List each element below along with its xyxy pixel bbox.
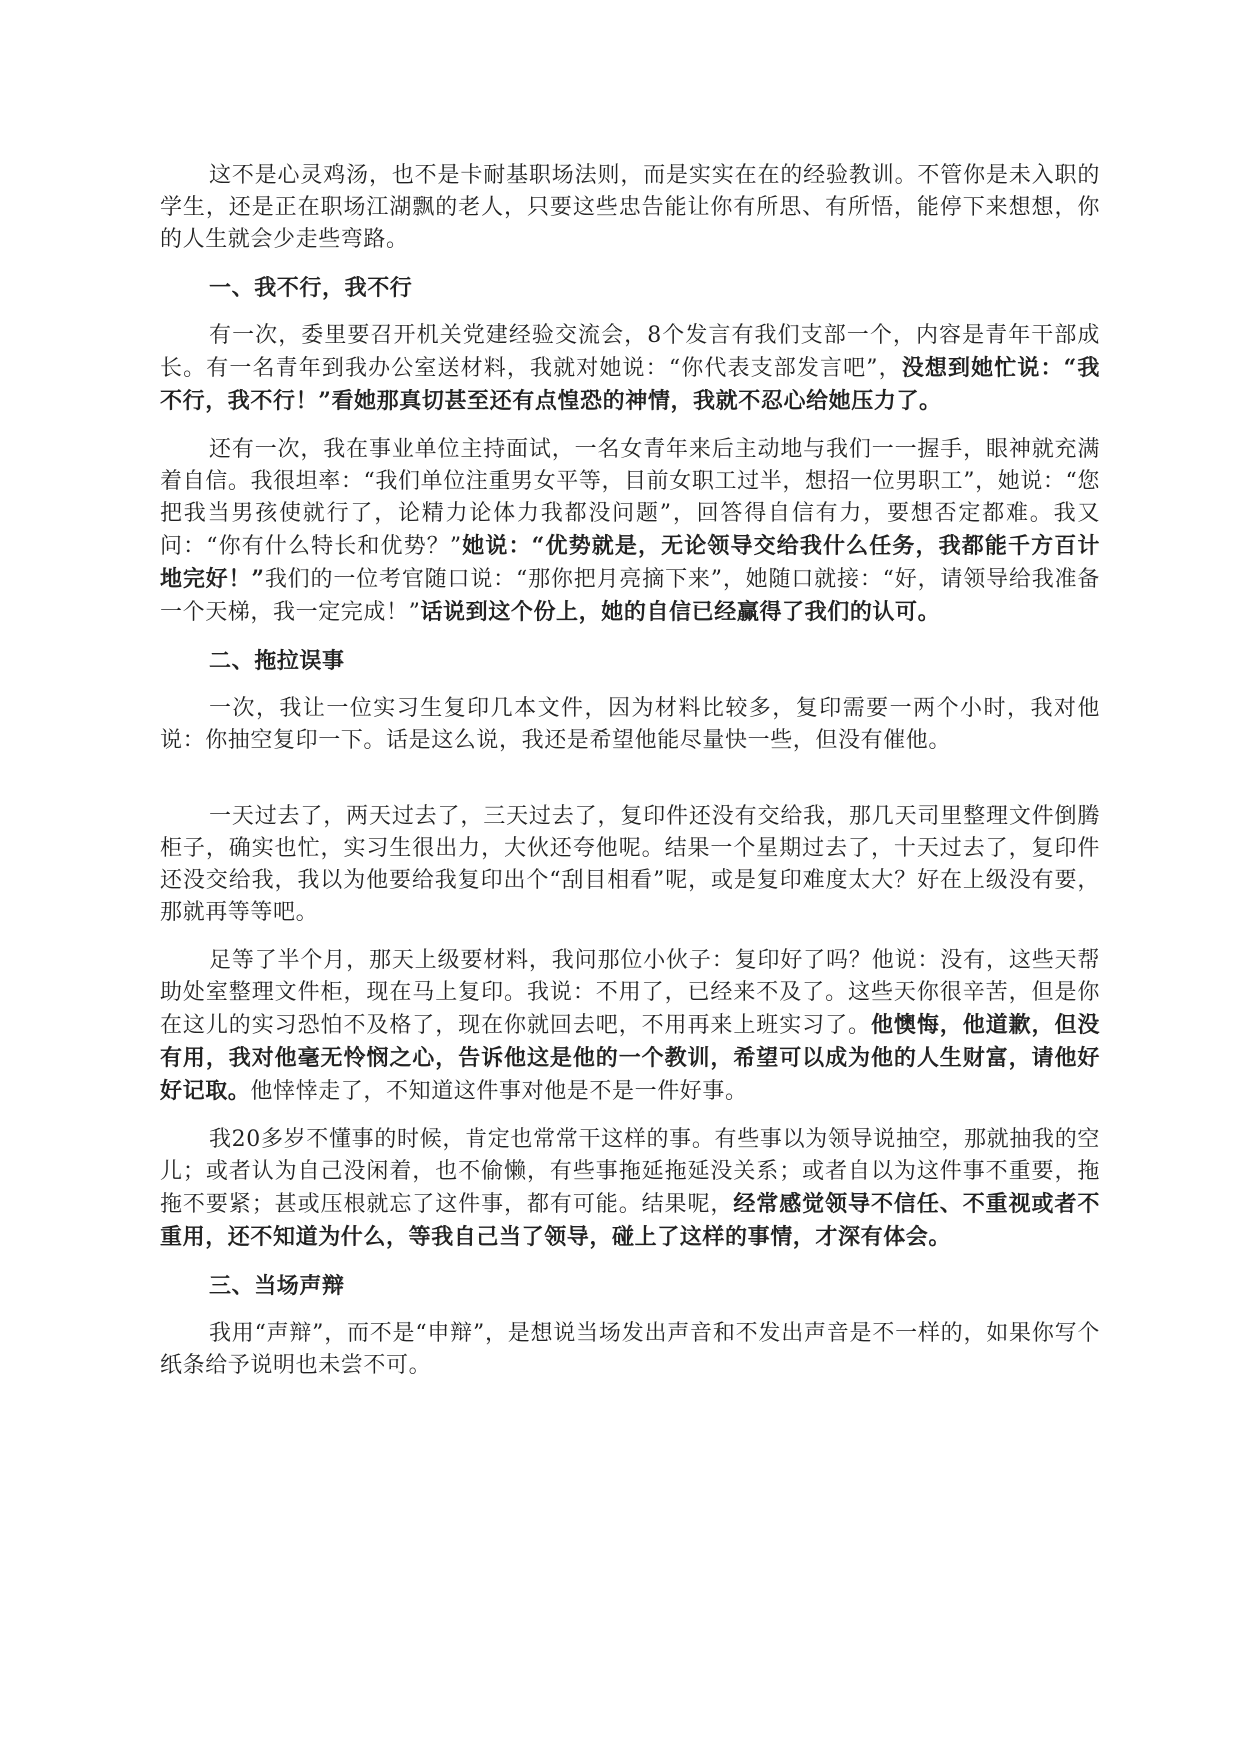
paragraph-party-meeting xyxy=(160,320,1100,418)
paragraph-text: 有一次，委里要召开机关党建经验交流会，8个发言有我们支部一个，内容是青年干部成长。有一名青年到我办公室送材料，我就对她说：“你代表支部发言吧”， xyxy=(160,323,1100,381)
section-heading-1: 一、我不行，我不行 xyxy=(209,275,413,301)
section-heading-2: 二、拖拉误事 xyxy=(209,648,345,674)
paragraph-copy-request: 一次，我让一位实习生复印几本文件，因为材料比较多，复印需要一两个小时，我对他说：你抽空复印一下。话是这么说，我还是希望他能尽量快一些，但没有催他。 xyxy=(160,696,1100,753)
bold-emphasis: 他懊悔，他道歉，但没有用，我对他毫无怜悯之心，告诉他这是他的一个教训，希望可以成为他的人生财富，请他好好记取。 xyxy=(160,1012,1100,1104)
paragraph-defense: 我用“声辩”，而不是“申辩”，是想说当场发出声音和不发出声音是不一样的，如果你写个纸条给予说明也未尝不可。 xyxy=(160,1321,1100,1378)
bold-emphasis: 她说：“优势就是，无论领导交给我什么任务，我都能千方百计地完好！” xyxy=(160,533,1100,592)
intro-paragraph: 这不是心灵鸡汤，也不是卡耐基职场法则，而是实实在在的经验教训。不管你是未入职的学生，还是正在职场江湖飘的老人，只要这些忠告能让你有所思、有所悟，能停下来想想，你的人生就会少走些弯路。 xyxy=(160,163,1100,252)
paragraph-text: 足等了半个月，那天上级要材料，我问那位小伙子：复印好了吗？他说：没有，这些天帮助处室整理文件柜，现在马上复印。我说：不用了，已经来不及了。这些天你很辛苦，但是你在这儿的实习恐怕不及格了，现在你就回去吧，不用再来上班实习了。 xyxy=(160,948,1100,1038)
paragraph-waiting: 一天过去了，两天过去了，三天过去了，复印件还没有交给我，那几天司里整理文件倒腾柜子，确实也忙，实习生很出力，大伙还夸他呢。结果一个星期过去了，十天过去了，复印件还没交给我，我以为他要给我复印出个“刮目相看”呢，或是复印难度太大？好在上级没有要，那就再等等吧。 xyxy=(160,804,1100,925)
paragraph-reflection xyxy=(160,1124,1100,1254)
bold-emphasis: 话说到这个份上，她的自信已经赢得了我们的认可。 xyxy=(420,599,941,625)
bold-emphasis: 经常感觉领导不信任、不重视或者不重用，还不知道为什么，等我自己当了领导，碰上了这样的事情，才深有体会。 xyxy=(160,1191,1100,1250)
bold-emphasis: 没想到她忙说：“我不行，我不行！”看她那真切甚至还有点惶恐的神情，我就不忍心给她压力了。 xyxy=(160,355,1100,414)
spacer xyxy=(160,773,1100,801)
paragraph-text: 还有一次，我在事业单位主持面试，一名女青年来后主动地与我们一一握手，眼神就充满着自信。我很坦率：“我们单位注重男女平等，目前女职工过半，想招一位男职工”，她说：“您把我当男孩使就行了，论精力论体力我都没问题”，回答得自信有力，要想否定都难。我又问：“你有什么特长和优势？” xyxy=(160,437,1100,559)
document-page xyxy=(160,160,1100,1398)
section-heading-3: 三、当场声辩 xyxy=(209,1273,345,1299)
paragraph-text: 我们的一位考官随口说：“那你把月亮摘下来”，她随口就接：“好，请领导给我准备一个天梯，我一定完成！” xyxy=(160,567,1101,625)
paragraph-text: 他悻悻走了，不知道这件事对他是不是一件好事。 xyxy=(250,1079,748,1104)
paragraph-text: 我20多岁不懂事的时候，肯定也常常干这样的事。有些事以为领导说抽空，那就抽我的空儿；或者认为自己没闲着，也不偷懒，有些事拖延拖延没关系；或者自以为这件事不重要，拖拖不要紧；甚或压根就忘了这件事，都有可能。结果呢， xyxy=(160,1127,1100,1217)
paragraph-interview xyxy=(160,434,1100,629)
paragraph-dismissal xyxy=(160,945,1100,1108)
